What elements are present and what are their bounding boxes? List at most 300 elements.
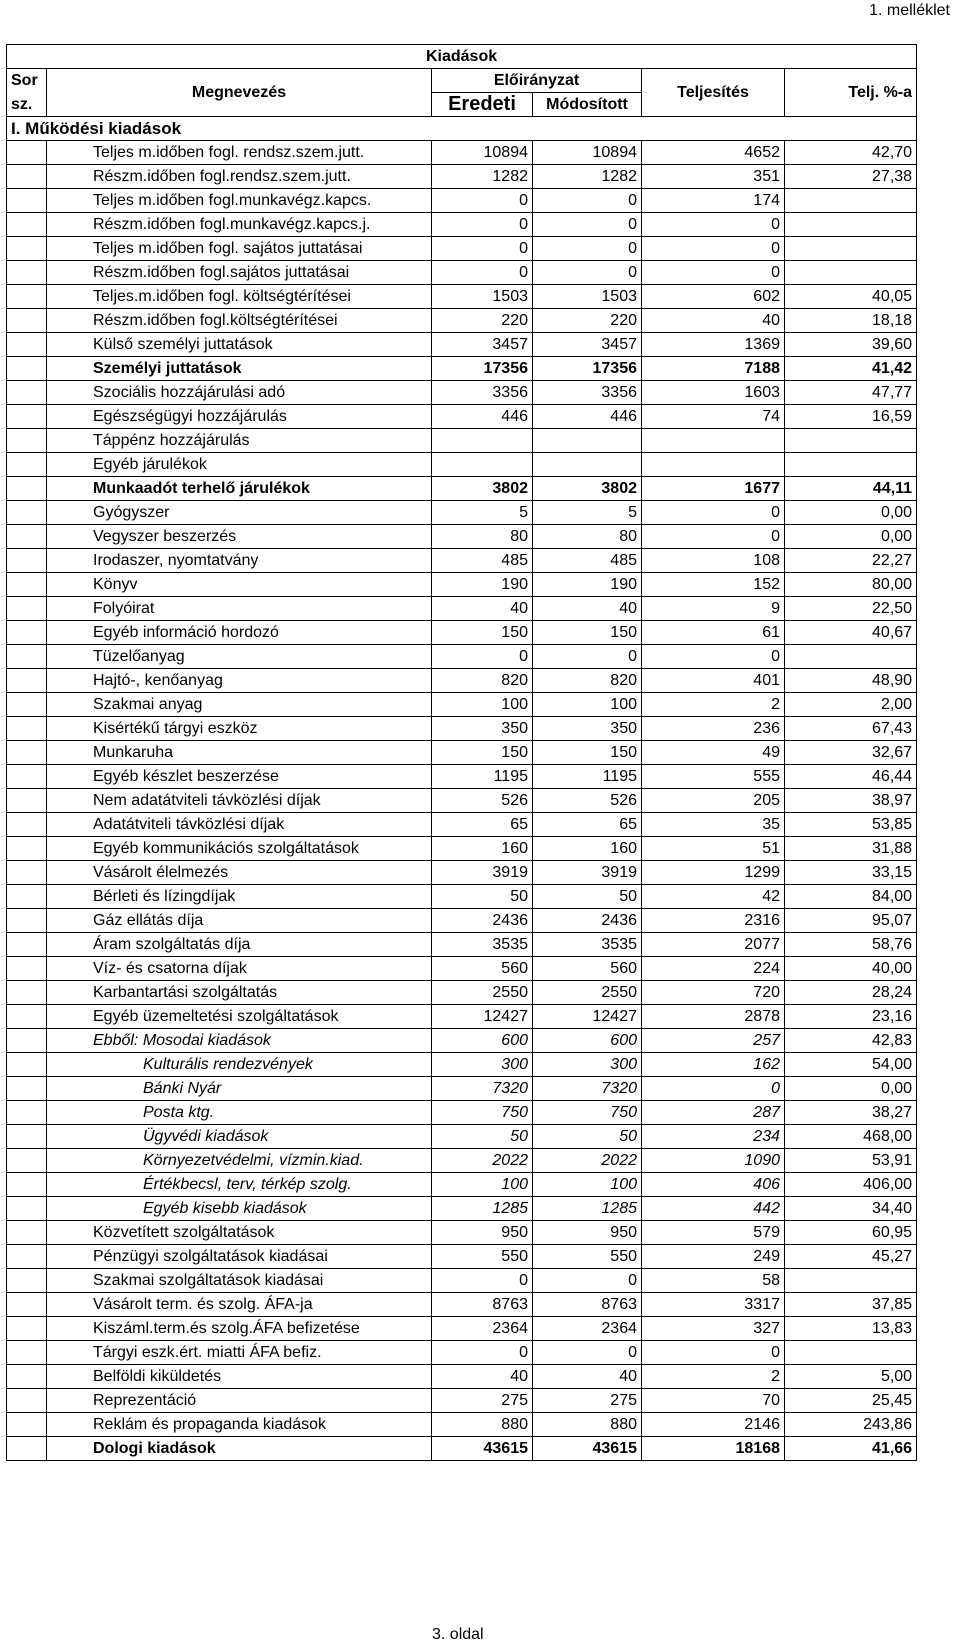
row-number-cell — [7, 669, 47, 693]
cell-telj-pct: 40,05 — [785, 285, 917, 309]
table-row — [7, 1317, 917, 1341]
row-number-cell — [7, 909, 47, 933]
row-number-cell — [7, 621, 47, 645]
cell-eredeti: 150 — [432, 621, 533, 645]
row-number-cell — [7, 1365, 47, 1389]
cell-teljesites: 406 — [642, 1173, 785, 1197]
cell-eredeti: 3356 — [432, 381, 533, 405]
row-number-cell — [7, 1221, 47, 1245]
cell-telj-pct: 34,40 — [785, 1197, 917, 1221]
cell-eredeti: 80 — [432, 525, 533, 549]
row-label: Részm.időben fogl.sajátos juttatásai — [47, 261, 432, 285]
table-row — [7, 669, 917, 693]
cell-modositott: 0 — [533, 261, 642, 285]
cell-modositott: 446 — [533, 405, 642, 429]
cell-teljesites: 42 — [642, 885, 785, 909]
cell-modositott: 100 — [533, 1173, 642, 1197]
cell-teljesites: 249 — [642, 1245, 785, 1269]
cell-teljesites: 2 — [642, 1365, 785, 1389]
cell-eredeti: 5 — [432, 501, 533, 525]
cell-telj-pct: 2,00 — [785, 693, 917, 717]
row-label: Vegyszer beszerzés — [47, 525, 432, 549]
cell-telj-pct: 37,85 — [785, 1293, 917, 1317]
table-row — [7, 165, 917, 189]
table-row — [7, 909, 917, 933]
cell-teljesites: 61 — [642, 621, 785, 645]
table-row — [7, 357, 917, 381]
cell-eredeti: 446 — [432, 405, 533, 429]
cell-modositott: 3802 — [533, 477, 642, 501]
cell-eredeti — [432, 429, 533, 453]
row-number-cell — [7, 597, 47, 621]
row-number-cell — [7, 1317, 47, 1341]
cell-modositott: 3535 — [533, 933, 642, 957]
table-row — [7, 1029, 917, 1053]
cell-telj-pct: 58,76 — [785, 933, 917, 957]
footer-page: 3. oldal — [432, 1626, 484, 1643]
table-row — [7, 693, 917, 717]
cell-telj-pct — [785, 645, 917, 669]
cell-modositott: 3457 — [533, 333, 642, 357]
cell-eredeti: 560 — [432, 957, 533, 981]
row-label: Teljes m.időben fogl. rendsz.szem.jutt. — [47, 141, 432, 165]
table-row — [7, 333, 917, 357]
table-title: Kiadások — [7, 45, 917, 69]
cell-telj-pct: 53,85 — [785, 813, 917, 837]
cell-eredeti: 350 — [432, 717, 533, 741]
cell-eredeti — [432, 453, 533, 477]
header-telj-pct: Telj. %-a — [785, 69, 917, 117]
row-number-cell — [7, 1149, 47, 1173]
row-number-cell — [7, 1077, 47, 1101]
cell-telj-pct: 468,00 — [785, 1125, 917, 1149]
cell-modositott: 560 — [533, 957, 642, 981]
row-number-cell — [7, 1053, 47, 1077]
cell-eredeti: 820 — [432, 669, 533, 693]
cell-modositott: 150 — [533, 621, 642, 645]
cell-eredeti: 40 — [432, 597, 533, 621]
cell-telj-pct: 25,45 — [785, 1389, 917, 1413]
cell-modositott: 0 — [533, 1341, 642, 1365]
table-row — [7, 741, 917, 765]
row-number-cell — [7, 525, 47, 549]
cell-modositott: 50 — [533, 1125, 642, 1149]
cell-modositott: 40 — [533, 1365, 642, 1389]
cell-telj-pct: 47,77 — [785, 381, 917, 405]
table-row — [7, 1437, 917, 1461]
row-label: Értékbecsl, terv, térkép szolg. — [47, 1173, 432, 1197]
row-number-cell — [7, 573, 47, 597]
cell-modositott: 80 — [533, 525, 642, 549]
cell-eredeti: 190 — [432, 573, 533, 597]
cell-teljesites: 0 — [642, 1077, 785, 1101]
cell-telj-pct: 243,86 — [785, 1413, 917, 1437]
cell-modositott: 10894 — [533, 141, 642, 165]
cell-eredeti: 0 — [432, 213, 533, 237]
cell-telj-pct: 5,00 — [785, 1365, 917, 1389]
table-row — [7, 141, 917, 165]
table-row — [7, 405, 917, 429]
cell-modositott: 1195 — [533, 765, 642, 789]
row-number-cell — [7, 717, 47, 741]
cell-eredeti: 275 — [432, 1389, 533, 1413]
cell-modositott: 220 — [533, 309, 642, 333]
table-row — [7, 1389, 917, 1413]
cell-modositott: 550 — [533, 1245, 642, 1269]
table-row — [7, 1269, 917, 1293]
row-number-cell — [7, 1269, 47, 1293]
row-label: Egyéb járulékok — [47, 453, 432, 477]
cell-telj-pct: 22,27 — [785, 549, 917, 573]
header-eredeti: Eredeti — [432, 93, 533, 117]
cell-eredeti: 950 — [432, 1221, 533, 1245]
row-number-cell — [7, 837, 47, 861]
cell-telj-pct: 22,50 — [785, 597, 917, 621]
cell-eredeti: 150 — [432, 741, 533, 765]
row-number-cell — [7, 1173, 47, 1197]
cell-telj-pct: 84,00 — [785, 885, 917, 909]
cell-modositott: 350 — [533, 717, 642, 741]
row-label: Könyv — [47, 573, 432, 597]
cell-eredeti: 50 — [432, 1125, 533, 1149]
cell-modositott: 17356 — [533, 357, 642, 381]
row-label: Részm.időben fogl.rendsz.szem.jutt. — [47, 165, 432, 189]
cell-eredeti: 0 — [432, 237, 533, 261]
cell-teljesites: 74 — [642, 405, 785, 429]
row-number-cell — [7, 501, 47, 525]
cell-eredeti: 526 — [432, 789, 533, 813]
row-label: Egyéb információ hordozó — [47, 621, 432, 645]
cell-teljesites: 174 — [642, 189, 785, 213]
table-row — [7, 1077, 917, 1101]
row-number-cell — [7, 429, 47, 453]
row-number-cell — [7, 789, 47, 813]
row-number-cell — [7, 237, 47, 261]
table-row — [7, 837, 917, 861]
cell-teljesites: 0 — [642, 213, 785, 237]
cell-eredeti: 3802 — [432, 477, 533, 501]
cell-modositott: 3356 — [533, 381, 642, 405]
row-label: Gyógyszer — [47, 501, 432, 525]
cell-modositott: 2550 — [533, 981, 642, 1005]
table-row — [7, 1293, 917, 1317]
row-label: Közvetített szolgáltatások — [47, 1221, 432, 1245]
table-row — [7, 189, 917, 213]
cell-teljesites: 49 — [642, 741, 785, 765]
row-label: Egyéb üzemeltetési szolgáltatások — [47, 1005, 432, 1029]
cell-teljesites: 0 — [642, 237, 785, 261]
cell-teljesites: 0 — [642, 261, 785, 285]
cell-modositott: 950 — [533, 1221, 642, 1245]
table-row — [7, 1365, 917, 1389]
cell-telj-pct: 53,91 — [785, 1149, 917, 1173]
cell-modositott: 0 — [533, 189, 642, 213]
expense-table — [6, 44, 917, 1461]
cell-telj-pct: 44,11 — [785, 477, 917, 501]
cell-telj-pct: 41,42 — [785, 357, 917, 381]
table-row — [7, 453, 917, 477]
table-row — [7, 285, 917, 309]
cell-eredeti: 880 — [432, 1413, 533, 1437]
cell-teljesites: 1369 — [642, 333, 785, 357]
table-row — [7, 237, 917, 261]
row-label: Posta ktg. — [47, 1101, 432, 1125]
row-label: Tüzelőanyag — [47, 645, 432, 669]
row-number-cell — [7, 405, 47, 429]
cell-telj-pct: 67,43 — [785, 717, 917, 741]
cell-teljesites: 7188 — [642, 357, 785, 381]
row-number-cell — [7, 453, 47, 477]
cell-eredeti: 750 — [432, 1101, 533, 1125]
row-label: Ügyvédi kiadások — [47, 1125, 432, 1149]
cell-eredeti: 1503 — [432, 285, 533, 309]
row-number-cell — [7, 741, 47, 765]
cell-modositott: 3919 — [533, 861, 642, 885]
cell-eredeti: 485 — [432, 549, 533, 573]
cell-teljesites: 1090 — [642, 1149, 785, 1173]
cell-eredeti: 17356 — [432, 357, 533, 381]
cell-teljesites: 2 — [642, 693, 785, 717]
cell-teljesites: 555 — [642, 765, 785, 789]
table-row — [7, 813, 917, 837]
cell-telj-pct: 48,90 — [785, 669, 917, 693]
cell-eredeti: 3919 — [432, 861, 533, 885]
cell-teljesites: 152 — [642, 573, 785, 597]
cell-telj-pct: 42,83 — [785, 1029, 917, 1053]
cell-modositott: 2436 — [533, 909, 642, 933]
row-label: Reklám és propaganda kiadások — [47, 1413, 432, 1437]
cell-telj-pct: 54,00 — [785, 1053, 917, 1077]
cell-teljesites — [642, 429, 785, 453]
cell-teljesites: 0 — [642, 525, 785, 549]
cell-teljesites: 442 — [642, 1197, 785, 1221]
cell-teljesites: 327 — [642, 1317, 785, 1341]
row-number-cell — [7, 1293, 47, 1317]
row-number-cell — [7, 1437, 47, 1461]
table-row — [7, 597, 917, 621]
cell-eredeti: 3457 — [432, 333, 533, 357]
cell-eredeti: 100 — [432, 693, 533, 717]
table-row — [7, 957, 917, 981]
cell-telj-pct: 23,16 — [785, 1005, 917, 1029]
table-row — [7, 381, 917, 405]
row-label: Egyéb készlet beszerzése — [47, 765, 432, 789]
cell-eredeti: 65 — [432, 813, 533, 837]
row-number-cell — [7, 885, 47, 909]
cell-eredeti: 43615 — [432, 1437, 533, 1461]
cell-eredeti: 8763 — [432, 1293, 533, 1317]
cell-eredeti: 160 — [432, 837, 533, 861]
row-number-cell — [7, 213, 47, 237]
row-label: Tárgyi eszk.ért. miatti ÁFA befiz. — [47, 1341, 432, 1365]
row-number-cell — [7, 933, 47, 957]
row-number-cell — [7, 693, 47, 717]
cell-modositott: 1285 — [533, 1197, 642, 1221]
cell-teljesites: 18168 — [642, 1437, 785, 1461]
section-title: I. Működési kiadások — [7, 117, 917, 141]
cell-teljesites: 9 — [642, 597, 785, 621]
cell-teljesites: 0 — [642, 501, 785, 525]
cell-eredeti: 550 — [432, 1245, 533, 1269]
cell-teljesites: 58 — [642, 1269, 785, 1293]
row-number-cell — [7, 189, 47, 213]
cell-eredeti: 2436 — [432, 909, 533, 933]
cell-telj-pct — [785, 429, 917, 453]
cell-telj-pct: 38,97 — [785, 789, 917, 813]
cell-eredeti: 0 — [432, 645, 533, 669]
row-label: Egészségügyi hozzájárulás — [47, 405, 432, 429]
table-row — [7, 1245, 917, 1269]
table-row — [7, 717, 917, 741]
table-row — [7, 933, 917, 957]
cell-telj-pct: 27,38 — [785, 165, 917, 189]
cell-teljesites: 162 — [642, 1053, 785, 1077]
table-row — [7, 549, 917, 573]
row-label: Egyéb kisebb kiadások — [47, 1197, 432, 1221]
cell-modositott: 7320 — [533, 1077, 642, 1101]
cell-teljesites: 205 — [642, 789, 785, 813]
table-row — [7, 1341, 917, 1365]
cell-telj-pct: 41,66 — [785, 1437, 917, 1461]
row-number-cell — [7, 1389, 47, 1413]
cell-teljesites: 720 — [642, 981, 785, 1005]
cell-eredeti: 10894 — [432, 141, 533, 165]
row-number-cell — [7, 765, 47, 789]
cell-telj-pct: 32,67 — [785, 741, 917, 765]
table-row — [7, 861, 917, 885]
row-label: Külső személyi juttatások — [47, 333, 432, 357]
row-number-cell — [7, 333, 47, 357]
row-number-cell — [7, 861, 47, 885]
title-row — [7, 45, 917, 69]
row-label: Szociális hozzájárulási adó — [47, 381, 432, 405]
cell-telj-pct — [785, 213, 917, 237]
cell-eredeti: 3535 — [432, 933, 533, 957]
cell-modositott: 43615 — [533, 1437, 642, 1461]
table-row — [7, 1149, 917, 1173]
cell-modositott: 526 — [533, 789, 642, 813]
cell-modositott: 190 — [533, 573, 642, 597]
row-number-cell — [7, 1101, 47, 1125]
cell-teljesites: 40 — [642, 309, 785, 333]
header-megnevezes: Megnevezés — [47, 69, 432, 117]
table-row — [7, 309, 917, 333]
cell-telj-pct: 42,70 — [785, 141, 917, 165]
row-label: Részm.időben fogl.munkavégz.kapcs.j. — [47, 213, 432, 237]
cell-eredeti: 1285 — [432, 1197, 533, 1221]
cell-telj-pct: 80,00 — [785, 573, 917, 597]
row-label: Szakmai szolgáltatások kiadásai — [47, 1269, 432, 1293]
cell-teljesites: 1677 — [642, 477, 785, 501]
cell-modositott: 600 — [533, 1029, 642, 1053]
cell-modositott — [533, 429, 642, 453]
cell-teljesites: 4652 — [642, 141, 785, 165]
row-label: Munkaadót terhelő járulékok — [47, 477, 432, 501]
row-label: Munkaruha — [47, 741, 432, 765]
cell-modositott: 50 — [533, 885, 642, 909]
cell-telj-pct: 406,00 — [785, 1173, 917, 1197]
cell-eredeti: 40 — [432, 1365, 533, 1389]
table-row — [7, 621, 917, 645]
table-row — [7, 1053, 917, 1077]
cell-telj-pct — [785, 189, 917, 213]
row-number-cell — [7, 1413, 47, 1437]
row-number-cell — [7, 1029, 47, 1053]
cell-teljesites: 2146 — [642, 1413, 785, 1437]
row-label: Irodaszer, nyomtatvány — [47, 549, 432, 573]
cell-teljesites: 579 — [642, 1221, 785, 1245]
table-row — [7, 1173, 917, 1197]
row-number-cell — [7, 261, 47, 285]
cell-eredeti: 0 — [432, 261, 533, 285]
cell-modositott — [533, 453, 642, 477]
row-label: Bánki Nyár — [47, 1077, 432, 1101]
row-number-cell — [7, 285, 47, 309]
cell-teljesites: 287 — [642, 1101, 785, 1125]
row-number-cell — [7, 141, 47, 165]
cell-modositott: 40 — [533, 597, 642, 621]
cell-telj-pct: 13,83 — [785, 1317, 917, 1341]
cell-modositott: 160 — [533, 837, 642, 861]
table-row — [7, 477, 917, 501]
row-number-cell — [7, 1125, 47, 1149]
row-label: Adatátviteli távközlési díjak — [47, 813, 432, 837]
cell-telj-pct: 46,44 — [785, 765, 917, 789]
table-row — [7, 573, 917, 597]
row-number-cell — [7, 813, 47, 837]
cell-teljesites: 1603 — [642, 381, 785, 405]
table-row — [7, 213, 917, 237]
row-label: Szakmai anyag — [47, 693, 432, 717]
cell-telj-pct — [785, 453, 917, 477]
row-label: Pénzügyi szolgáltatások kiadásai — [47, 1245, 432, 1269]
row-number-cell — [7, 1245, 47, 1269]
row-number-cell — [7, 357, 47, 381]
row-label: Reprezentáció — [47, 1389, 432, 1413]
row-label: Környezetvédelmi, vízmin.kiad. — [47, 1149, 432, 1173]
cell-teljesites: 0 — [642, 645, 785, 669]
row-number-cell — [7, 1197, 47, 1221]
row-label: Egyéb kommunikációs szolgáltatások — [47, 837, 432, 861]
row-number-cell — [7, 1341, 47, 1365]
header-teljesites: Teljesítés — [642, 69, 785, 117]
row-number-cell — [7, 1005, 47, 1029]
cell-eredeti: 7320 — [432, 1077, 533, 1101]
row-number-cell — [7, 645, 47, 669]
header-sz: sz. — [7, 93, 47, 117]
cell-teljesites: 236 — [642, 717, 785, 741]
row-number-cell — [7, 957, 47, 981]
cell-telj-pct: 45,27 — [785, 1245, 917, 1269]
cell-modositott: 12427 — [533, 1005, 642, 1029]
row-number-cell — [7, 309, 47, 333]
row-label: Gáz ellátás díja — [47, 909, 432, 933]
cell-eredeti: 2364 — [432, 1317, 533, 1341]
table-row — [7, 501, 917, 525]
cell-teljesites: 257 — [642, 1029, 785, 1053]
cell-teljesites: 70 — [642, 1389, 785, 1413]
cell-eredeti: 0 — [432, 1341, 533, 1365]
row-label: Kulturális rendezvények — [47, 1053, 432, 1077]
cell-telj-pct: 16,59 — [785, 405, 917, 429]
cell-modositott: 100 — [533, 693, 642, 717]
row-label: Bérleti és lízingdíjak — [47, 885, 432, 909]
cell-telj-pct: 0,00 — [785, 501, 917, 525]
cell-eredeti: 2022 — [432, 1149, 533, 1173]
row-label: Víz- és csatorna díjak — [47, 957, 432, 981]
table-row — [7, 789, 917, 813]
row-label: Teljes m.időben fogl.munkavégz.kapcs. — [47, 189, 432, 213]
